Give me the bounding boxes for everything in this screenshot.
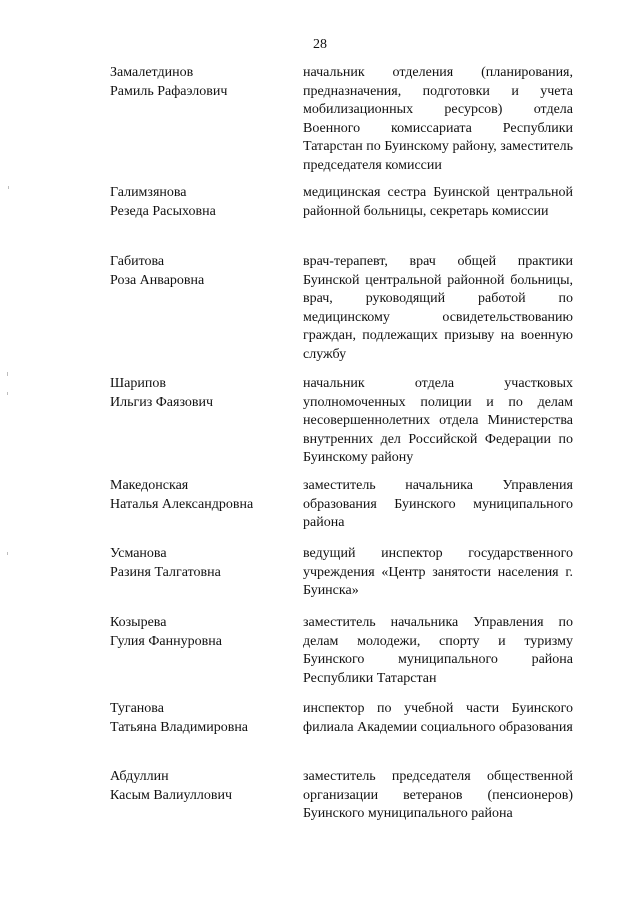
member-position: заместитель председателя общественной организации ветеранов (пенсионеров) Буинского муниципального района [303,769,573,821]
member-position: заместитель начальника Управления по делам молодежи, спорту и туризму Буинского муниципального района Республики Татарстан [303,615,573,686]
scan-mark [7,552,8,555]
member-given-names: Рамиль Рафаэлович [110,83,228,99]
member-surname: Козырева [110,615,167,630]
member-given-names: Ильгиз Фаязович [110,394,214,410]
scan-mark [7,372,8,376]
scan-mark [7,392,8,395]
member-position: врач-терапевт, врач общей практики Буинской центральной районной больницы, врач, руководящий работой по медицинскому освидетельствованию граждан, подлежащих призыву на военную службу [303,254,573,362]
member-given-names: Наталья Александровна [110,496,254,512]
member-name [110,64,285,101]
member-position: ведущий инспектор государственного учреждения «Центр занятости населения г. Буинска» [303,546,573,598]
member-name [110,375,285,412]
member-surname: Габитова [110,254,165,269]
member-surname: Усманова [110,546,167,561]
member-name [110,545,285,582]
member-name [110,614,285,651]
member-position: инспектор по учебной части Буинского филиала Академии социального образования [303,701,573,735]
member-position: медицинская сестра Буинской центральной районной больницы, секретарь комиссии [303,185,573,219]
member-surname: Македонская [110,478,189,493]
page-number: 28 [313,37,327,52]
member-surname: Туганова [110,701,164,716]
member-given-names: Резеда Расыховна [110,203,216,219]
member-surname: Абдуллин [110,769,169,784]
member-surname: Шарипов [110,376,166,391]
member-name [110,477,285,514]
member-position: начальник отдела участковых уполномоченных полиции и по делам несовершеннолетних отдела Министерства внутренних дел Российской Федерации по Буинскому району [303,376,573,465]
member-given-names: Гулия Фаннуровна [110,633,222,649]
member-name [110,700,285,737]
member-name [110,253,285,290]
member-position: заместитель начальника Управления образования Буинского муниципального района [303,478,573,530]
member-given-names: Татьяна Владимировна [110,719,249,735]
member-given-names: Касым Валиуллович [110,787,233,803]
member-given-names: Разиня Талгатовна [110,564,221,580]
member-name [110,184,285,221]
member-name [110,768,285,805]
member-surname: Замалетдинов [110,65,194,80]
scan-mark [8,186,9,189]
member-surname: Галимзянова [110,185,187,200]
member-position: начальник отделения (планирования, предназначения, подготовки и учета мобилизационных ресурсов) отдела Военного комиссариата Республики Татарстан по Буинскому району, заместитель председателя комиссии [303,65,573,173]
member-given-names: Роза Анваровна [110,272,205,288]
